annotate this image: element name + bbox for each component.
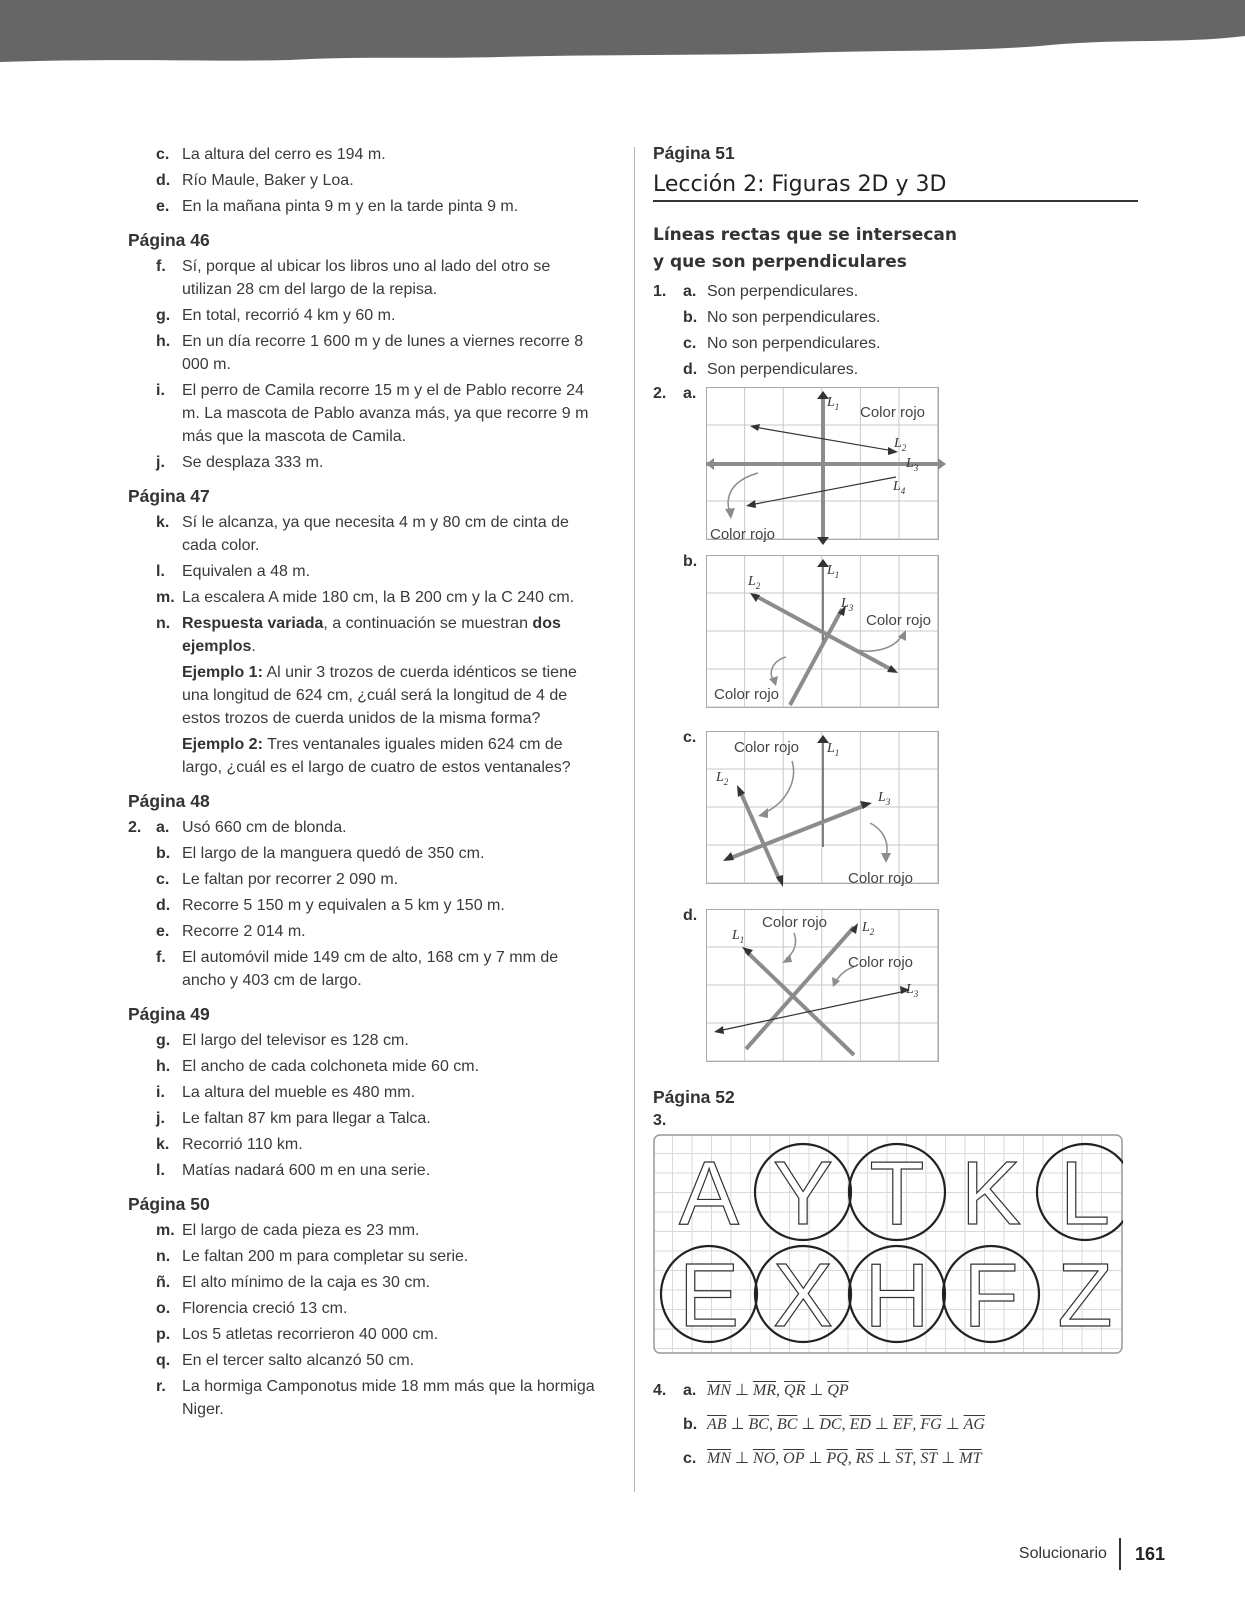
question-3-number: 3. [653, 1112, 667, 1129]
item-n-text: , a continuación se muestran [323, 615, 533, 632]
example-2 [182, 733, 598, 779]
item-letter: h. [156, 333, 171, 350]
answer-item [128, 868, 598, 891]
segment: $\overline{DC}$ [819, 1416, 842, 1433]
item-text: No son perpendiculares. [707, 335, 881, 352]
line-label-L1: $L_1$ [827, 563, 840, 580]
answer-item [128, 1271, 598, 1294]
perpendicular-symbol: ⊥ [804, 1450, 827, 1467]
answer-list-p49 [128, 1029, 598, 1182]
answer-item [128, 304, 598, 327]
page-heading: Página 52 [653, 1087, 735, 1107]
item-letter: l. [156, 1162, 165, 1179]
item-letter: o. [156, 1300, 171, 1317]
answer-item [128, 1245, 598, 1268]
example-1 [182, 661, 598, 730]
line-label-L2: $L_2$ [862, 920, 875, 937]
arrowhead [817, 537, 829, 545]
answer-item [128, 1081, 598, 1104]
item-letter: d. [683, 907, 698, 924]
figure-2b [653, 553, 1138, 729]
separator: , [847, 1450, 856, 1467]
segment: $\overline{ST}$ [895, 1450, 913, 1467]
answer-item [128, 920, 598, 943]
item-letter: p. [156, 1326, 171, 1343]
item-text: La escalera A mide 180 cm, la B 200 cm y la C 240 cm. [182, 589, 575, 606]
item-number: 1. [653, 283, 667, 300]
perpendicular-symbol: ⊥ [726, 1416, 749, 1433]
line-label-L2: $L_2$ [894, 436, 907, 453]
item-letter: g. [156, 307, 171, 324]
item-text: La altura del cerro es 194 m. [182, 146, 386, 163]
item-text: Se desplaza 333 m. [182, 454, 324, 471]
separator: , [776, 1382, 785, 1399]
item-number: 4. [653, 1382, 667, 1399]
answer-list-p46 [128, 255, 598, 474]
answer-item [128, 1349, 598, 1372]
item-letter: ñ. [156, 1274, 171, 1291]
item-letter: n. [156, 615, 171, 632]
item-text: Le faltan 87 km para llegar a Talca. [182, 1110, 431, 1127]
segment: $\overline{NO}$ [752, 1450, 776, 1467]
arrowhead [725, 508, 735, 519]
line-label-L4: $L_4$ [893, 479, 906, 496]
arrowhead [776, 875, 783, 887]
left-column [128, 143, 598, 1424]
column-divider [634, 147, 635, 1492]
item-text: Recorrió 110 km. [182, 1136, 303, 1153]
answer-item [128, 1159, 598, 1182]
segment: $\overline{PQ}$ [826, 1450, 848, 1467]
color-label: Color rojo [714, 686, 780, 703]
item-text: El automóvil mide 149 cm de alto, 168 cm y 7 mm de ancho y 403 cm de largo. [182, 949, 559, 989]
segment: $\overline{QR}$ [784, 1382, 806, 1399]
item-text: Equivalen a 48 m. [182, 563, 311, 580]
answer-item [128, 1375, 598, 1421]
top-banner [0, 0, 1245, 70]
right-column [653, 143, 1138, 1479]
section-title [653, 222, 1138, 276]
line-diagram-b [706, 555, 946, 715]
line-label-L2: $L_2$ [748, 574, 761, 591]
answer-item [653, 358, 1138, 381]
pointer-arrow [786, 933, 796, 959]
item-letter: m. [156, 589, 175, 606]
answer-item [128, 1297, 598, 1320]
arrowhead [723, 852, 734, 861]
page-heading: Página 49 [128, 1004, 210, 1024]
figure-2d [653, 907, 1138, 1085]
item-letter: j. [156, 1110, 165, 1127]
segment: $\overline{RS}$ [855, 1450, 874, 1467]
answer-item [128, 1133, 598, 1156]
answer-item [128, 451, 598, 474]
line-L1 [746, 951, 854, 1055]
segment: $\overline{MN}$ [707, 1382, 731, 1399]
answer-4b [653, 1411, 1138, 1439]
answer-item [128, 511, 598, 557]
item-text: Los 5 atletas recorrieron 40 000 cm. [182, 1326, 439, 1343]
item-letter: c. [156, 871, 170, 888]
item-text: La hormiga Camponotus mide 18 mm más que la hormiga Niger. [182, 1378, 595, 1418]
item-text: Usó 660 cm de blonda. [182, 819, 347, 836]
item-letter: a. [156, 819, 170, 836]
item-text: La altura del mueble es 480 mm. [182, 1084, 416, 1101]
item-text: No son perpendiculares. [707, 309, 881, 326]
item-letter: b. [156, 845, 171, 862]
item-text: Sí, porque al ubicar los libros uno al lado del otro se utilizan 28 cm del largo de la repisa. [182, 258, 551, 298]
item-letter: i. [156, 382, 165, 399]
item-number: 2. [128, 819, 142, 836]
item-letter: e. [156, 198, 170, 215]
item-letter: l. [156, 563, 165, 580]
color-label: Color rojo [866, 612, 932, 629]
arrowhead [769, 676, 778, 686]
segment: $\overline{ST}$ [920, 1450, 938, 1467]
answer-list-p48 [128, 816, 598, 992]
letters-grid [653, 1134, 1123, 1356]
answer-item [128, 143, 598, 166]
item-letter: d. [156, 897, 171, 914]
item-letter: b. [683, 553, 698, 570]
segment: $\overline{MN}$ [707, 1450, 731, 1467]
segment: $\overline{FG}$ [920, 1416, 942, 1433]
item-text: En el tercer salto alcanzó 50 cm. [182, 1352, 415, 1369]
answer-item [128, 195, 598, 218]
segment: $\overline{MT}$ [959, 1450, 982, 1467]
line-label-L3: $L_3$ [906, 456, 919, 473]
answer-item [653, 306, 1138, 329]
answer-item [128, 816, 598, 839]
answer-item-n [128, 612, 598, 779]
separator: , [841, 1416, 850, 1433]
page-heading: Página 50 [128, 1194, 210, 1214]
arrowhead [750, 593, 760, 602]
example-1-text: Al unir 3 trozos de cuerda idénticos se tiene una longitud de 624 cm, ¿cuál será la longitud de 4 de estos trozos de cuerda unidos de la misma forma? [182, 664, 577, 727]
item-letter: h. [156, 1058, 171, 1075]
arrowhead [706, 458, 714, 470]
item-text: En un día recorre 1 600 m y de lunes a viernes recorre 8 000 m. [182, 333, 584, 373]
line-diagram-d [706, 909, 946, 1069]
item-text: Le faltan por recorrer 2 090 m. [182, 871, 399, 888]
letter-glyph: T [869, 1144, 925, 1244]
example-2-label: Ejemplo 2: [182, 736, 263, 753]
line-label-L3: $L_3$ [841, 596, 854, 613]
item-text: En total, recorrió 4 km y 60 m. [182, 307, 396, 324]
letter-glyph: F [963, 1246, 1019, 1346]
line-label-L1: $L_1$ [827, 395, 840, 412]
letter-glyph: L [1059, 1144, 1111, 1244]
pointer-arrow [870, 823, 887, 857]
item-text: Recorre 2 014 m. [182, 923, 306, 940]
letter-glyph: X [772, 1246, 834, 1346]
item-letter: c. [156, 146, 170, 163]
perpendicular-symbol: ⊥ [937, 1450, 960, 1467]
letter-glyph: K [960, 1144, 1022, 1244]
segment: $\overline{AB}$ [707, 1416, 727, 1433]
item-letter: c. [683, 1450, 697, 1467]
letter-glyph: E [678, 1246, 740, 1346]
color-label: Color rojo [734, 739, 800, 756]
color-label: Color rojo [848, 954, 914, 971]
arrowhead [758, 808, 768, 818]
item-letter: g. [156, 1032, 171, 1049]
arrowhead [938, 458, 946, 470]
perpendicular-segments [707, 1450, 981, 1467]
page-footer [1019, 1538, 1165, 1570]
line-label-L3: $L_3$ [906, 982, 919, 999]
segment: $\overline{EF}$ [892, 1416, 913, 1433]
answer-item [128, 1107, 598, 1130]
answer-item [653, 280, 1138, 303]
letter-glyph: A [678, 1144, 740, 1244]
answer-item [128, 894, 598, 917]
arrowhead [881, 853, 891, 863]
line-label-L2: $L_2$ [716, 770, 729, 787]
item-letter: b. [683, 309, 698, 326]
separator: , [768, 1416, 777, 1433]
arrowhead [714, 1026, 724, 1034]
item-n-end: . [251, 638, 256, 655]
answer-item [128, 1219, 598, 1242]
perpendicular-symbol: ⊥ [870, 1416, 893, 1433]
perpendicular-symbol: ⊥ [797, 1416, 820, 1433]
item-letter: d. [683, 361, 698, 378]
item-letter: r. [156, 1378, 166, 1395]
segment: $\overline{OP}$ [783, 1450, 805, 1467]
item-text: Son perpendiculares. [707, 361, 859, 378]
line-L2 [740, 791, 780, 881]
answer-item [653, 332, 1138, 355]
answer-list-p50 [128, 1219, 598, 1421]
color-label: Color rojo [848, 870, 914, 887]
perpendicular-symbol: ⊥ [805, 1382, 828, 1399]
item-text: Le faltan 200 m para completar su serie. [182, 1248, 469, 1265]
item-letter: i. [156, 1084, 165, 1101]
item-letter: c. [683, 729, 697, 746]
figure-2a [653, 385, 1138, 553]
item-text: El largo del televisor es 128 cm. [182, 1032, 409, 1049]
line-L3 [790, 609, 842, 705]
separator: , [912, 1416, 921, 1433]
lesson-title: Lección 2: Figuras 2D y 3D [653, 172, 1138, 202]
color-label: Color rojo [710, 526, 776, 543]
line-L3 [718, 991, 906, 1031]
page-heading: Página 46 [128, 230, 210, 250]
item-letter: d. [156, 172, 171, 189]
figure-2c [653, 729, 1138, 907]
item-letter: m. [156, 1222, 175, 1239]
item-letter: k. [156, 1136, 170, 1153]
letter-glyph: Y [772, 1144, 834, 1244]
item-text: El largo de cada pieza es 23 mm. [182, 1222, 420, 1239]
page-heading: Página 48 [128, 791, 210, 811]
item-letter: n. [156, 1248, 171, 1265]
item-letter: j. [156, 454, 165, 471]
answer-item [128, 586, 598, 609]
item-letter: a. [683, 283, 697, 300]
item-text: Florencia creció 13 cm. [182, 1300, 348, 1317]
line-label-L1: $L_1$ [827, 741, 840, 758]
example-2-text: Tres ventanales iguales miden 624 cm de largo, ¿cuál es el largo de cuatro de estos ventanales? [182, 736, 571, 776]
perpendicular-segments [707, 1382, 849, 1399]
letter-glyph: Z [1057, 1246, 1113, 1346]
item-letter: q. [156, 1352, 171, 1369]
item-letter: a. [683, 1382, 697, 1399]
item-text: El perro de Camila recorre 15 m y el de Pablo recorre 24 m. La mascota de Pablo avanza más, ya que recorre 9 m más que la mascota de Camila. [182, 382, 589, 445]
answer-list-top [128, 143, 598, 218]
section-title-line-1: Líneas rectas que se intersecan [653, 225, 957, 245]
item-letter: a. [683, 385, 697, 402]
perpendicular-symbol: ⊥ [731, 1382, 753, 1399]
item-text: El largo de la manguera quedó de 350 cm. [182, 845, 485, 862]
segment: $\overline{AG}$ [963, 1416, 985, 1433]
answer-item [128, 330, 598, 376]
answer-item [128, 946, 598, 992]
item-n-bold-start: Respuesta variada [182, 615, 324, 632]
answer-item [128, 560, 598, 583]
item-letter: c. [683, 335, 697, 352]
example-1-label: Ejemplo 1: [182, 664, 263, 681]
letter-glyph: H [864, 1246, 930, 1346]
page-heading: Página 47 [128, 486, 210, 506]
item-letter: k. [156, 514, 170, 531]
color-label: Color rojo [762, 914, 828, 931]
section-title-line-2: y que son perpendiculares [653, 252, 907, 272]
segment: $\overline{ED}$ [849, 1416, 871, 1433]
item-n-bold-end: dos ejemplos [182, 615, 561, 655]
answer-item [128, 1055, 598, 1078]
item-text: Recorre 5 150 m y equivalen a 5 km y 150 m. [182, 897, 505, 914]
item-text: Son perpendiculares. [707, 283, 859, 300]
item-text: El ancho de cada colchoneta mide 60 cm. [182, 1058, 480, 1075]
footer-label: Solucionario [1018, 1545, 1107, 1562]
answer-4c [653, 1445, 1138, 1473]
separator: , [775, 1450, 784, 1467]
segment: $\overline{BC}$ [776, 1416, 798, 1433]
item-text: El alto mínimo de la caja es 30 cm. [182, 1274, 431, 1291]
answer-item [128, 1029, 598, 1052]
perpendicular-symbol: ⊥ [941, 1416, 964, 1433]
item-text: Río Maule, Baker y Loa. [182, 172, 354, 189]
item-letter: f. [156, 949, 166, 966]
answer-item [128, 169, 598, 192]
line-L2 [746, 927, 854, 1049]
answer-list-p47 [128, 511, 598, 779]
line-diagram-c [706, 731, 946, 891]
color-label: Color rojo [860, 404, 926, 421]
separator: , [912, 1450, 921, 1467]
item-text: Sí le alcanza, ya que necesita 4 m y 80 cm de cinta de cada color. [182, 514, 569, 554]
perpendicular-symbol: ⊥ [873, 1450, 896, 1467]
line-label-L1: $L_1$ [732, 928, 745, 945]
page-heading: Página 51 [653, 143, 735, 163]
line-label-L3: $L_3$ [878, 790, 891, 807]
answer-4a [653, 1377, 1138, 1405]
item-letter: f. [156, 258, 166, 275]
answer-item [128, 379, 598, 448]
pointer-arrow [852, 635, 902, 651]
item-number: 2. [653, 385, 667, 402]
answer-item [128, 842, 598, 865]
perpendicular-segments [707, 1416, 985, 1433]
page-number: 161 [1134, 1543, 1165, 1564]
segment: $\overline{MR}$ [752, 1382, 777, 1399]
item-letter: e. [156, 923, 170, 940]
item-letter: b. [683, 1416, 698, 1433]
answer-item [128, 255, 598, 301]
answer-item [128, 1323, 598, 1346]
line-L2 [754, 595, 894, 671]
perpendicular-symbol: ⊥ [731, 1450, 753, 1467]
segment: $\overline{QP}$ [827, 1382, 849, 1399]
item-text: Matías nadará 600 m en una serie. [182, 1162, 431, 1179]
line-diagram-a [706, 387, 946, 547]
item-text: En la mañana pinta 9 m y en la tarde pinta 9 m. [182, 198, 519, 215]
grid [706, 909, 939, 1062]
segment: $\overline{BC}$ [748, 1416, 769, 1433]
